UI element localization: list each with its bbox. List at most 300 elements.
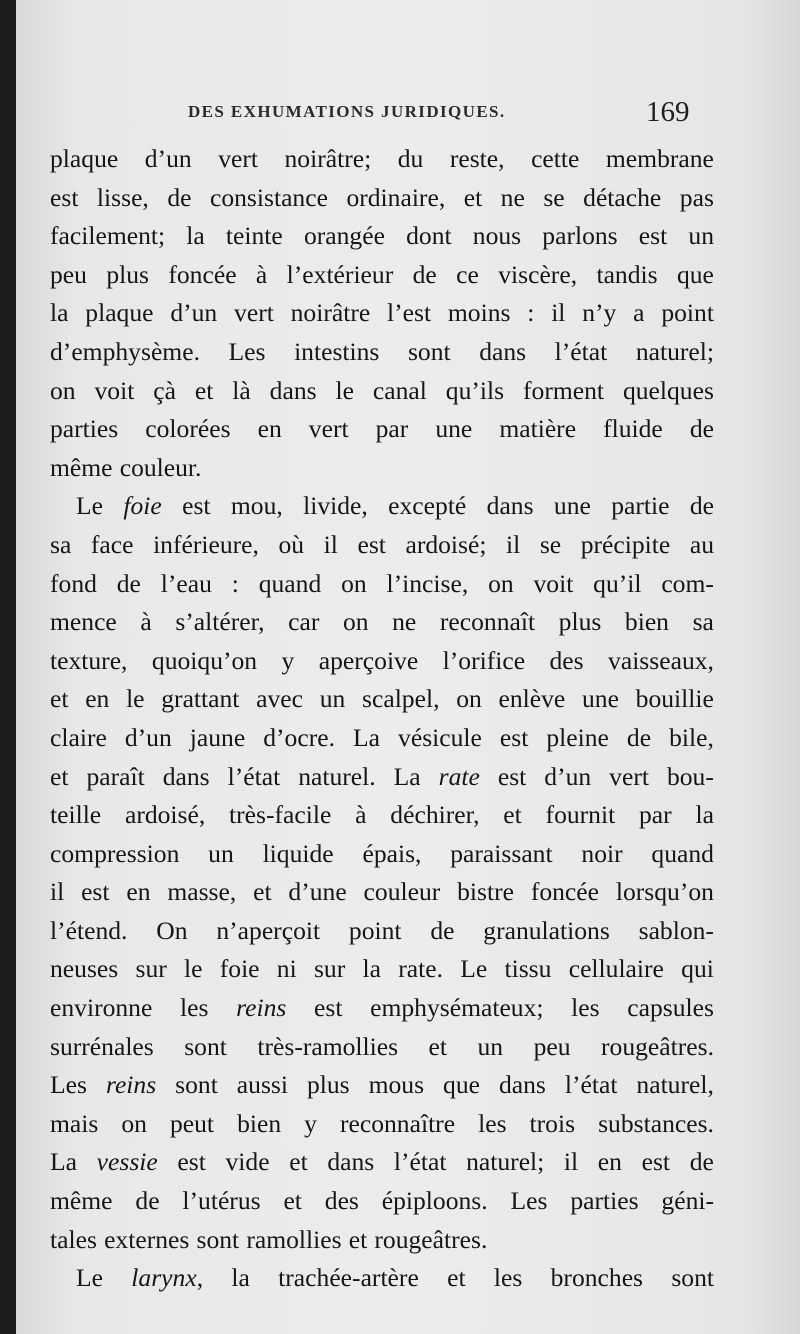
word: l’état xyxy=(227,761,281,791)
word: On xyxy=(156,915,188,945)
word: et xyxy=(289,1147,308,1177)
word: il xyxy=(506,529,521,559)
text-line xyxy=(50,565,714,604)
word: est xyxy=(50,182,79,212)
word: la xyxy=(186,221,205,251)
word: emphysémateux; xyxy=(370,993,544,1023)
word: par xyxy=(639,800,672,830)
word: vide xyxy=(225,1147,270,1177)
word: à xyxy=(255,259,268,289)
word: : xyxy=(231,568,239,598)
word: moins xyxy=(447,298,511,328)
word: claire xyxy=(50,722,107,752)
word: plus xyxy=(306,1070,350,1100)
word: parlons xyxy=(542,221,618,251)
word: dans xyxy=(162,761,210,791)
word: ordinaire, xyxy=(346,182,446,212)
word: liquide xyxy=(262,838,334,868)
word: sont xyxy=(175,1070,218,1100)
word: a xyxy=(633,298,645,328)
word: com- xyxy=(661,568,714,598)
word: peut xyxy=(169,1108,215,1138)
word: sont xyxy=(407,336,451,366)
word: grattant xyxy=(161,684,240,714)
word: qu’ils xyxy=(445,375,505,405)
word: paraissant xyxy=(450,838,553,868)
word: est xyxy=(357,529,386,559)
word: pas xyxy=(679,182,714,212)
text-line xyxy=(50,410,714,449)
word: tales xyxy=(50,1224,97,1254)
word: Les xyxy=(228,336,266,366)
word: les xyxy=(571,993,600,1023)
word: ramollies xyxy=(246,1224,342,1254)
text-line xyxy=(50,796,714,835)
word: dans xyxy=(327,1147,375,1177)
text-line xyxy=(50,603,714,642)
word: Les xyxy=(510,1186,548,1216)
word: point xyxy=(661,298,714,328)
text-line xyxy=(50,873,714,912)
word: la xyxy=(695,800,714,830)
word: membrane xyxy=(605,144,714,173)
word: épiploons. xyxy=(381,1186,488,1216)
word: que xyxy=(443,1070,480,1100)
word: reconnaît xyxy=(439,607,536,637)
word: ce xyxy=(456,259,479,289)
word: à xyxy=(140,607,152,637)
word: Le xyxy=(76,1263,103,1293)
word: de xyxy=(167,182,192,212)
word: plus xyxy=(106,259,149,289)
word: une xyxy=(553,491,591,521)
word: et xyxy=(348,1224,368,1254)
word: il xyxy=(323,529,338,559)
text-line xyxy=(50,526,714,565)
word: rate xyxy=(438,761,480,791)
word: l’incise, xyxy=(386,568,469,598)
word: ni xyxy=(276,954,297,984)
word: sa xyxy=(692,607,714,637)
word: qui xyxy=(681,954,714,984)
text-line xyxy=(50,140,714,179)
text-line xyxy=(50,1182,714,1221)
word: lorsqu’on xyxy=(615,877,714,907)
word: foie xyxy=(219,954,260,984)
word: texture, xyxy=(50,645,128,675)
word: d’un xyxy=(544,761,592,791)
word: se xyxy=(543,182,565,212)
word: matière xyxy=(499,414,577,444)
text-line xyxy=(50,487,714,526)
word: vésicule xyxy=(398,722,482,752)
word: il xyxy=(551,298,566,328)
word: de xyxy=(689,1147,714,1177)
page-header xyxy=(16,96,800,136)
word: teille xyxy=(50,800,102,830)
text-line xyxy=(50,835,714,874)
word: vert xyxy=(218,144,258,173)
word: dans xyxy=(269,375,317,405)
word: d’ocre. xyxy=(263,722,335,752)
word: çà xyxy=(153,375,176,405)
word: parties xyxy=(570,1186,639,1216)
word: il xyxy=(50,877,65,907)
word: consistance xyxy=(209,182,328,212)
word: naturel; xyxy=(635,336,714,366)
word: noirâtre xyxy=(290,298,371,328)
word: voit xyxy=(94,375,135,405)
word: dans xyxy=(479,336,527,366)
word: est xyxy=(182,491,211,521)
text-line xyxy=(50,217,714,256)
word: reste, xyxy=(449,144,505,173)
word: peu xyxy=(533,1031,571,1061)
word: y xyxy=(304,1108,317,1138)
word: ardoisé, xyxy=(124,800,206,830)
word: naturel; xyxy=(466,1147,545,1177)
text-line xyxy=(50,912,714,951)
word: trois xyxy=(529,1108,576,1138)
word: rate. xyxy=(398,954,443,984)
word: substances. xyxy=(598,1108,714,1138)
word: bistre xyxy=(457,877,514,907)
text-line xyxy=(50,1028,714,1067)
word: pleine xyxy=(546,722,609,752)
text-line xyxy=(50,758,714,797)
word: bien xyxy=(237,1108,282,1138)
word: d’une xyxy=(288,877,347,907)
word: quand xyxy=(258,568,322,598)
word: la xyxy=(362,954,381,984)
word: vaisseaux, xyxy=(608,645,714,675)
word: de xyxy=(116,568,141,598)
word: et xyxy=(428,1031,448,1061)
word: cette xyxy=(531,144,580,173)
word: que xyxy=(676,259,714,289)
word: plaque xyxy=(50,144,119,173)
word: et xyxy=(283,1186,302,1216)
word: rougeâtres. xyxy=(374,1224,488,1254)
word: reins xyxy=(236,993,287,1023)
word: quelques xyxy=(622,375,714,405)
word: est xyxy=(641,1147,671,1177)
word: bile, xyxy=(669,722,714,752)
word: bouillie xyxy=(635,684,714,714)
word: les xyxy=(478,1108,507,1138)
word: trachée-artère xyxy=(278,1263,419,1293)
word: couleur xyxy=(363,877,441,907)
word: au xyxy=(689,529,714,559)
word: reins xyxy=(105,1070,157,1100)
text-line xyxy=(50,642,714,681)
word: un xyxy=(319,684,346,714)
word: un xyxy=(208,838,234,868)
word: et xyxy=(503,800,522,830)
word: l’eau xyxy=(160,568,212,598)
word: livide, xyxy=(303,491,368,521)
text-line xyxy=(50,372,714,411)
word: en xyxy=(85,684,110,714)
word: d’un xyxy=(144,144,192,173)
word: épais, xyxy=(362,838,422,868)
word: la xyxy=(231,1263,250,1293)
word: scalpel, xyxy=(362,684,440,714)
word: compression xyxy=(50,838,180,868)
word: voit xyxy=(533,568,574,598)
word: n’y xyxy=(582,298,617,328)
word: forment xyxy=(523,375,605,405)
word: même xyxy=(50,1186,113,1216)
word: en xyxy=(257,414,282,444)
word: un xyxy=(477,1031,504,1061)
word: d’un xyxy=(124,722,172,752)
word: les xyxy=(180,993,209,1023)
word: tandis xyxy=(596,259,658,289)
page-number: 169 xyxy=(646,96,690,128)
word: et xyxy=(463,182,483,212)
word: de xyxy=(689,414,714,444)
word: et xyxy=(253,877,272,907)
text-line xyxy=(50,1066,714,1105)
word: même xyxy=(50,452,113,482)
body-text xyxy=(50,140,714,1298)
word: ardoisé; xyxy=(405,529,487,559)
word: noirâtre; xyxy=(284,144,372,173)
word: noir xyxy=(581,838,623,868)
word: on xyxy=(342,607,369,637)
word: ne xyxy=(392,607,417,637)
word: un xyxy=(688,221,714,251)
word: dont xyxy=(406,221,452,251)
word: vert xyxy=(234,298,274,328)
word: peu xyxy=(50,259,87,289)
text-line xyxy=(50,1221,714,1260)
word: l’étend. xyxy=(50,915,128,945)
word: les xyxy=(493,1263,523,1293)
word: l’état xyxy=(393,1147,447,1177)
word: déchirer, xyxy=(390,800,480,830)
word: La xyxy=(393,761,421,791)
word: de xyxy=(689,491,714,521)
word: l’état xyxy=(554,336,608,366)
word: mence xyxy=(50,607,117,637)
word: point xyxy=(348,915,402,945)
word: le xyxy=(335,375,354,405)
word: très-facile xyxy=(229,800,332,830)
word: jaune xyxy=(189,722,246,752)
word: très-ramollies xyxy=(257,1031,399,1061)
word: on xyxy=(456,684,482,714)
text-line xyxy=(50,989,714,1028)
word: neuses xyxy=(50,954,119,984)
word: par xyxy=(375,414,409,444)
word: est xyxy=(81,877,110,907)
word: nous xyxy=(472,221,522,251)
word: foncée xyxy=(530,877,600,907)
word: ne xyxy=(500,182,525,212)
word: avec xyxy=(256,684,304,714)
word: et xyxy=(194,375,214,405)
word: on xyxy=(121,1108,147,1138)
word: reconnaître xyxy=(339,1108,456,1138)
text-line xyxy=(50,256,714,295)
word: du xyxy=(397,144,424,173)
word: intestins xyxy=(294,336,380,366)
word: l’extérieur xyxy=(286,259,394,289)
word: quoiqu’on xyxy=(151,645,258,675)
word: viscère, xyxy=(498,259,578,289)
text-line xyxy=(50,1143,714,1182)
word: colorées xyxy=(145,414,231,444)
word: granulations xyxy=(483,915,610,945)
word: sur xyxy=(313,954,346,984)
word: cellulaire xyxy=(568,954,664,984)
word: fluide xyxy=(603,414,663,444)
word: d’un xyxy=(170,298,218,328)
word: le xyxy=(184,954,203,984)
word: l’est xyxy=(387,298,432,328)
word: de xyxy=(626,722,652,752)
word: une xyxy=(435,414,473,444)
word: facilement; xyxy=(50,221,166,251)
word: est xyxy=(499,722,529,752)
word: car xyxy=(288,607,320,637)
word: de xyxy=(430,915,455,945)
word: dans xyxy=(498,1070,546,1100)
word: La xyxy=(353,722,381,752)
word: fond xyxy=(50,568,97,598)
word: des xyxy=(549,645,584,675)
word: détache xyxy=(583,182,662,212)
word: et xyxy=(50,761,69,791)
word: et xyxy=(447,1263,466,1293)
text-line xyxy=(50,179,714,218)
word: n’aperçoit xyxy=(216,915,321,945)
word: excepté xyxy=(388,491,467,521)
word: y xyxy=(281,645,295,675)
word: dans xyxy=(486,491,534,521)
word: plaque xyxy=(85,298,154,328)
word: est xyxy=(314,993,343,1023)
word: bronches xyxy=(550,1263,644,1293)
word: foie xyxy=(123,491,162,521)
word: il xyxy=(563,1147,579,1177)
word: vert xyxy=(609,761,649,791)
word: inférieure, xyxy=(153,529,259,559)
word: foncée xyxy=(168,259,237,289)
word: précipite xyxy=(580,529,671,559)
word: face xyxy=(90,529,134,559)
word: qu’il xyxy=(593,568,642,598)
word: lisse, xyxy=(96,182,149,212)
word: surrénales xyxy=(50,1031,154,1061)
word: masse, xyxy=(167,877,237,907)
word: des xyxy=(324,1186,359,1216)
word: paraît xyxy=(86,761,145,791)
word: sont xyxy=(184,1031,227,1061)
word: bien xyxy=(624,607,669,637)
word: environne xyxy=(50,993,153,1023)
word: une xyxy=(581,684,619,714)
word: et xyxy=(50,684,69,714)
word: plus xyxy=(558,607,602,637)
word: est xyxy=(177,1147,206,1177)
word: sa xyxy=(50,529,72,559)
text-line xyxy=(50,294,714,333)
word: la xyxy=(50,298,69,328)
word: sablon- xyxy=(638,915,714,945)
word: on xyxy=(341,568,367,598)
word: Les xyxy=(50,1070,87,1100)
word: où xyxy=(278,529,305,559)
word: l’orifice xyxy=(442,645,526,675)
word: en xyxy=(126,877,151,907)
word: aperçoive xyxy=(318,645,419,675)
word: rougeâtres. xyxy=(601,1031,714,1061)
word: de xyxy=(412,259,437,289)
word: on xyxy=(50,375,76,405)
word: La xyxy=(50,1147,77,1177)
word: d’emphysème. xyxy=(50,336,200,366)
word: on xyxy=(488,568,514,598)
word: géni- xyxy=(661,1186,714,1216)
text-line xyxy=(50,1259,714,1298)
word: est xyxy=(638,221,668,251)
word: sont xyxy=(671,1263,714,1293)
word: sur xyxy=(135,954,167,984)
word: externes xyxy=(104,1224,190,1254)
word: naturel, xyxy=(636,1070,714,1100)
word: mais xyxy=(50,1108,99,1138)
word: Le xyxy=(460,954,488,984)
word: aussi xyxy=(236,1070,288,1100)
word: vert xyxy=(308,414,349,444)
word: sont xyxy=(196,1224,240,1254)
word: capsules xyxy=(627,993,714,1023)
text-line xyxy=(50,333,714,372)
word: le xyxy=(126,684,145,714)
word: parties xyxy=(50,414,119,444)
word: en xyxy=(597,1147,622,1177)
word: canal xyxy=(372,375,427,405)
text-line xyxy=(50,950,714,989)
word: tissu xyxy=(504,954,552,984)
word: quand xyxy=(651,838,714,868)
word: l’état xyxy=(564,1070,618,1100)
text-line xyxy=(50,449,714,488)
text-line xyxy=(50,719,714,758)
book-page xyxy=(16,0,800,1334)
word: bou- xyxy=(666,761,714,791)
word: enlève xyxy=(498,684,566,714)
word: de xyxy=(135,1186,160,1216)
word: Le xyxy=(76,491,103,521)
word: l’utérus xyxy=(182,1186,261,1216)
word: naturel. xyxy=(298,761,376,791)
text-line xyxy=(50,680,714,719)
word: mou, xyxy=(230,491,283,521)
word: à xyxy=(355,800,367,830)
word: vessie xyxy=(96,1147,158,1177)
word: se xyxy=(539,529,562,559)
word: teinte xyxy=(225,221,283,251)
word: fournit xyxy=(545,800,616,830)
word: couleur. xyxy=(119,452,202,482)
word: partie xyxy=(611,491,670,521)
word: larynx, xyxy=(131,1263,204,1293)
word: là xyxy=(232,375,251,405)
